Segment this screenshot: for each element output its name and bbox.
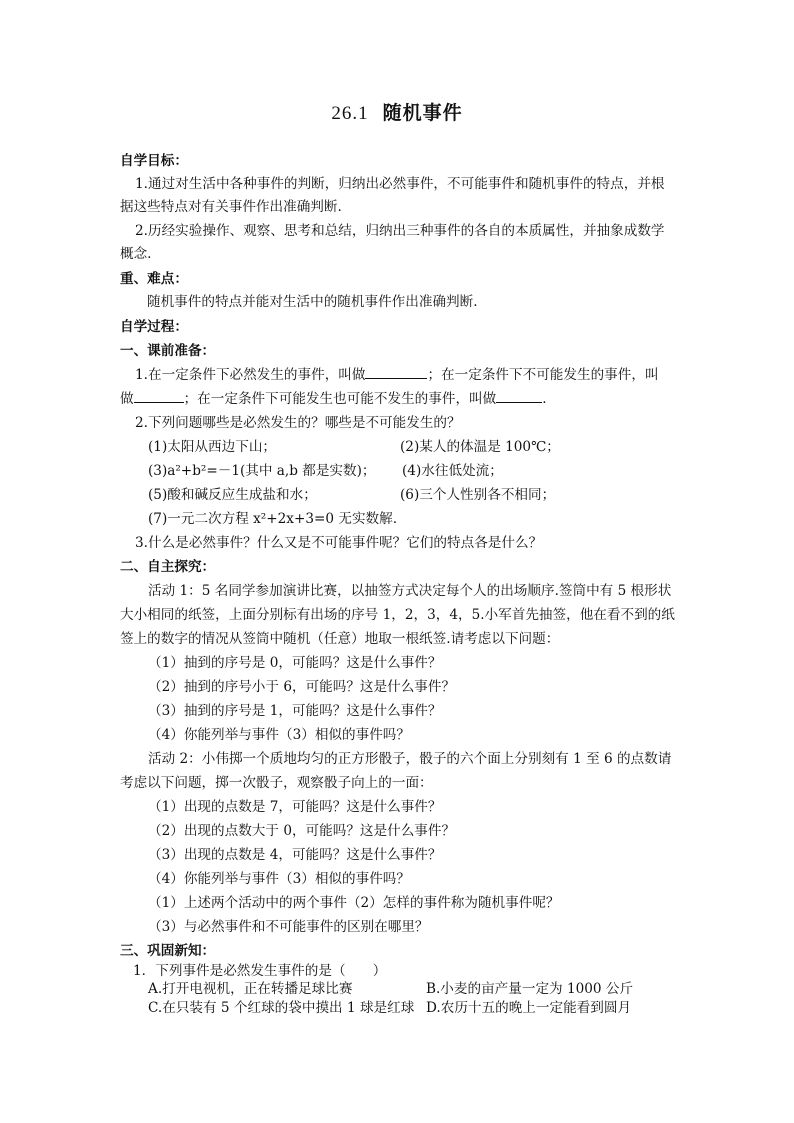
item-3: (3)a²+b²=－1(其中 a,b 都是实数)； xyxy=(148,463,376,479)
goal-1-line-1: 1.通过对生活中各种事件的判断，归纳出必然事件，不可能事件和随机事件的特点，并根 xyxy=(135,176,665,192)
preparation-heading: 一、课前准备： xyxy=(120,343,216,359)
prep-question-1-line-1 xyxy=(135,366,659,384)
activity-1-question-1: （1）抽到的序号是 0，可能吗？这是什么事件？ xyxy=(148,655,442,671)
process-heading: 自学过程： xyxy=(120,319,188,335)
activity-2-question-2: （2）出现的点数大于 0，可能吗？这是什么事件？ xyxy=(148,823,456,839)
activity-1-question-2: （2）抽到的序号小于 6，可能吗？这是什么事件？ xyxy=(148,679,456,695)
activity-2-question-4: （4）你能列举与事件（3）相似的事件吗？ xyxy=(148,871,410,887)
item-7: (7)一元二次方程 x²+2x+3=0 无实数解. xyxy=(148,511,398,527)
prep-question-3: 3.什么是必然事件？什么又是不可能事件呢？它们的特点各是什么？ xyxy=(135,535,543,551)
option-c: C.在只装有 5 个红球的袋中摸出 1 球是红球 xyxy=(148,1000,415,1016)
summary-question-1: （1）上述两个活动中的两个事件（2）怎样的事件称为随机事件呢？ xyxy=(148,895,560,911)
exercise-question-1: 1．下列事件是必然发生事件的是（ ） xyxy=(133,963,387,979)
prep-question-2: 2.下列问题哪些是必然发生的？哪些是不可能发生的？ xyxy=(135,415,461,431)
activity-1-line-2: 大小相同的纸签，上面分别标有出场的序号 1，2，3，4，5.小军首先抽签，他在看不到的纸 xyxy=(120,607,675,623)
answer-blank[interactable] xyxy=(134,390,184,403)
option-b: B.小麦的亩产量一定为 1000 公斤 xyxy=(426,981,634,997)
answer-blank[interactable] xyxy=(365,366,427,379)
activity-2-line-1: 活动 2：小伟掷一个质地均匀的正方形骰子，骰子的六个面上分别刻有 1 至 6 的点数请 xyxy=(148,751,672,767)
activity-2-question-3: （3）出现的点数是 4，可能吗？这是什么事件？ xyxy=(148,847,442,863)
goal-2-line-1: 2.历经实验操作、观察、思考和总结，归纳出三种事件的各自的本质属性，并抽象成数学 xyxy=(135,223,665,239)
key-points-heading: 重、难点： xyxy=(120,271,188,287)
goal-1-line-2: 据这些特点对有关事件作出准确判断. xyxy=(120,199,342,215)
activity-2-line-2: 考虑以下问题，掷一次骰子，观察骰子向上的一面： xyxy=(120,775,433,791)
section-title: 随机事件 xyxy=(382,102,463,124)
prep-1-text-e: . xyxy=(542,391,547,407)
answer-blank[interactable] xyxy=(496,390,542,403)
key-points-text: 随机事件的特点并能对生活中的随机事件作出准确判断. xyxy=(147,294,478,310)
page-title xyxy=(0,98,794,125)
section-number: 26.1 xyxy=(331,103,369,124)
summary-question-2: （3）与必然事件和不可能事件的区别在哪里？ xyxy=(148,919,429,935)
goals-heading: 自学目标： xyxy=(120,153,188,169)
activity-1-question-4: （4）你能列举与事件（3）相似的事件吗？ xyxy=(148,727,410,743)
item-5: (5)酸和碱反应生成盐和水； xyxy=(148,487,317,503)
activity-1-line-1: 活动 1：5 名同学参加演讲比赛，以抽签方式决定每个人的出场顺序.签筒中有 5 根形状 xyxy=(148,583,672,599)
item-1: (1)太阳从西边下山； xyxy=(148,439,277,455)
item-6: (6)三个人性别各不相同； xyxy=(400,487,556,503)
item-4: (4)水往低处流； xyxy=(402,463,503,479)
option-a: A.打开电视机，正在转播足球比赛 xyxy=(148,981,353,997)
prep-1-text-c: 做 xyxy=(120,391,134,407)
activity-1-line-3: 签上的数字的情况从签筒中随机（任意）地取一根纸签.请考虑以下问题： xyxy=(120,631,560,647)
item-2: (2)某人的体温是 100℃； xyxy=(400,439,560,455)
option-d: D.农历十五的晚上一定能看到圆月 xyxy=(426,1000,632,1016)
prep-1-text-a: 1.在一定条件下必然发生的事件，叫做 xyxy=(135,367,366,383)
consolidate-heading: 三、巩固新知： xyxy=(120,943,216,959)
prep-1-text-b: ；在一定条件下不可能发生的事件，叫 xyxy=(427,367,659,383)
goal-2-line-2: 概念. xyxy=(120,246,152,262)
prep-question-1-line-2 xyxy=(120,390,547,408)
prep-1-text-d: ；在一定条件下可能发生也可能不发生的事件，叫做 xyxy=(183,391,497,407)
activity-1-question-3: （3）抽到的序号是 1，可能吗？这是什么事件？ xyxy=(148,703,442,719)
activity-2-question-1: （1）出现的点数是 7，可能吗？这是什么事件？ xyxy=(148,799,442,815)
explore-heading: 二、自主探究： xyxy=(120,559,216,575)
